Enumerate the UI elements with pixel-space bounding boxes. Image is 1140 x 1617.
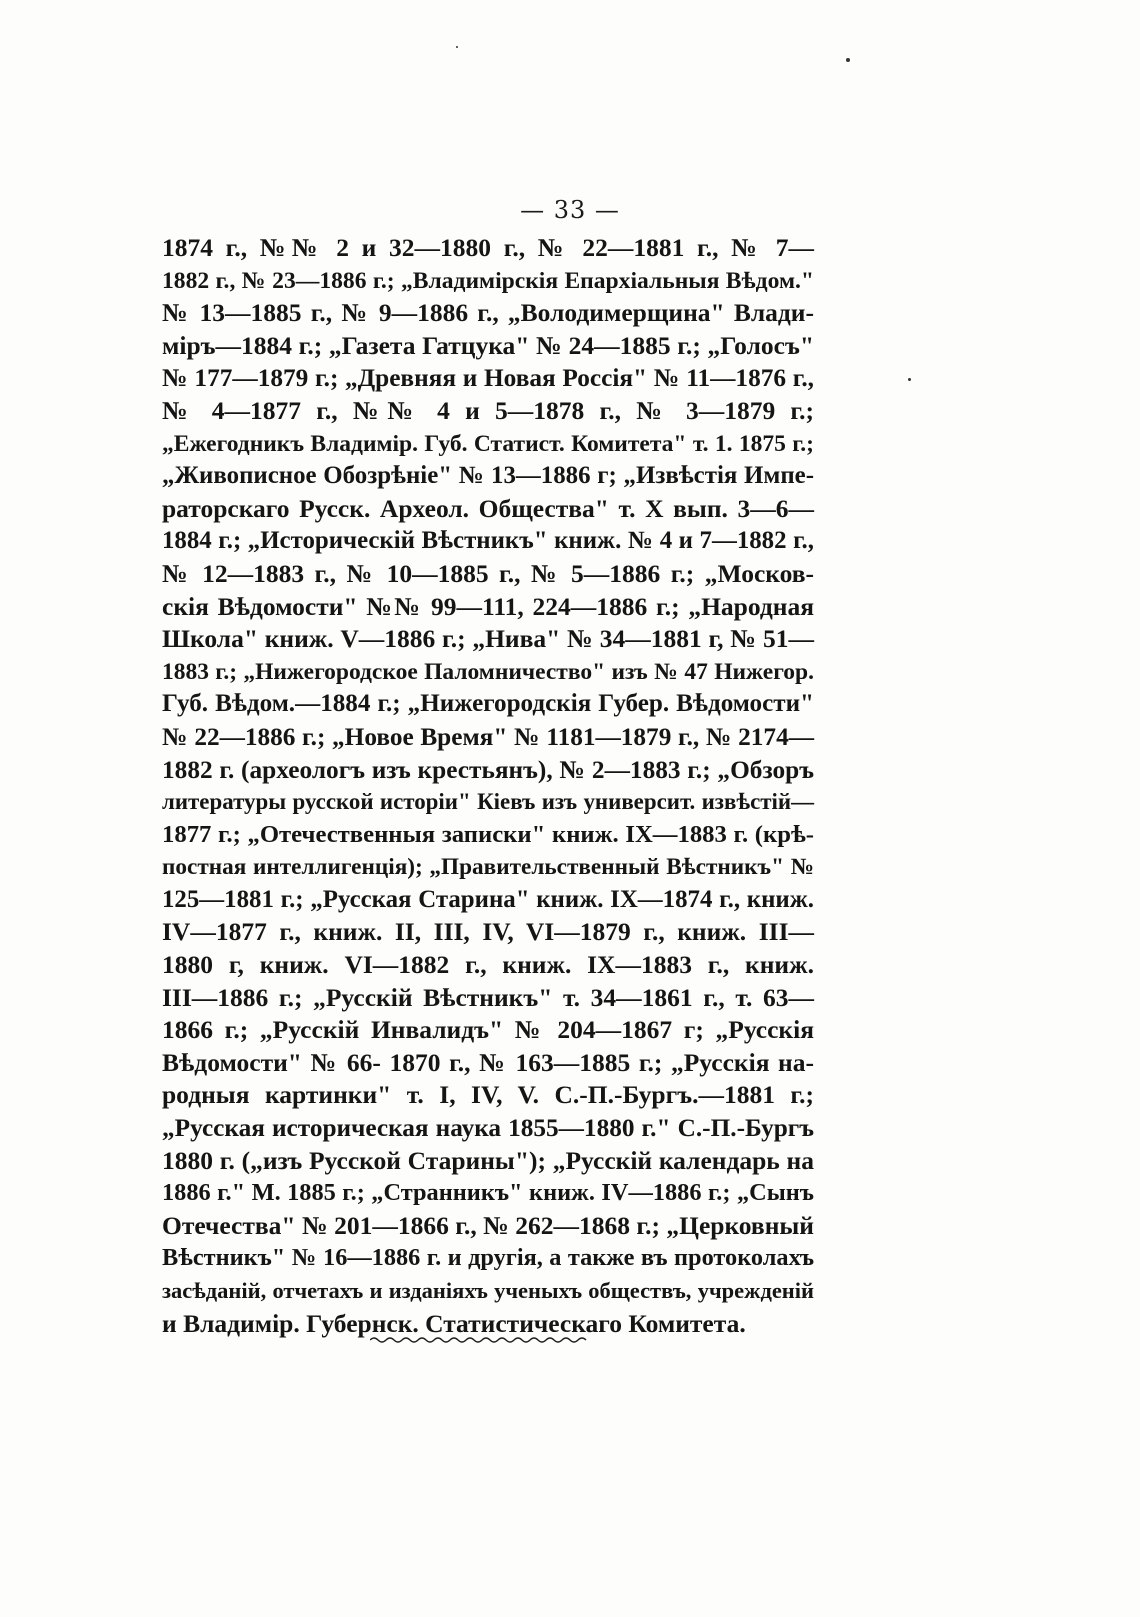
page-number: — 33 — [520, 196, 620, 224]
text-line: засѣданій, отчетахъ и изданіяхъ ученыхъ обществъ, учрежденій [162, 1278, 814, 1303]
text-line: 1883 г.; „Нижегородское Паломничество" изъ № 47 Нижегор. [162, 658, 814, 685]
text-line: родныя картинки" т. I, IV, V. С.-П.-Бургъ.—1881 г.; [162, 1080, 814, 1110]
text-line: № 13—1885 г., № 9—1886 г., „Володимерщина" Влади- [162, 298, 814, 328]
text-line: Вѣстникъ" № 16—1886 г. и другія, а также въ протоколахъ [162, 1244, 814, 1272]
text-line: скія Вѣдомости" №№ 99—111, 224—1886 г.; „Народная [162, 591, 814, 621]
bibliography-paragraph [162, 232, 814, 1340]
text-line: 1884 г.; „Историческій Вѣстникъ" книж. № 4 и 7—1882 г., [162, 527, 814, 555]
text-line: „Живописное Обозрѣніе" № 13—1886 г; „Извѣстія Импе- [162, 462, 814, 490]
text-line: Школа" книж. V—1886 г.; „Нива" № 34—1881 г, № 51— [162, 624, 814, 654]
text-line: 1886 г." М. 1885 г.; „Странникъ" книж. IV—1886 г.; „Сынъ [162, 1179, 814, 1207]
text-line: III—1886 г.; „Русскій Вѣстникъ" т. 34—1861 г., т. 63— [162, 982, 814, 1012]
text-line: міръ—1884 г.; „Газета Гатцука" № 24—1885 г.; „Голосъ" [162, 330, 814, 360]
print-speck [908, 378, 911, 381]
text-line: № 4—1877 г., №№ 4 и 5—1878 г., № 3—1879 г.; [162, 395, 814, 425]
text-line: литературы русской исторіи" Кіевъ изъ университ. извѣстій— [162, 789, 814, 815]
text-line: 1880 г, книж. VI—1882 г., книж. IX—1883 г., книж. [162, 950, 814, 980]
wavy-divider-ornament [370, 1335, 590, 1345]
text-line: 1882 г. (археологъ изъ крестьянъ), № 2—1883 г.; „Обзоръ [162, 755, 814, 784]
text-line: Вѣдомости" № 66- 1870 г., № 163—1885 г.; „Русскія на- [162, 1047, 814, 1077]
text-line: раторскаго Русск. Археол. Общества" т. X вып. 3—6— [162, 493, 814, 523]
text-line: и Владимір. Губернск. Статистическаго Комитета. [162, 1308, 746, 1338]
print-speck [456, 46, 458, 48]
text-line: постная интеллигенція); „Правительственный Вѣстникъ" № [162, 854, 814, 881]
text-line: 1874 г., №№ 2 и 32—1880 г., № 22—1881 г., № 7— [162, 233, 814, 262]
print-speck [846, 58, 850, 62]
text-line: № 177—1879 г.; „Древняя и Новая Россія" № 11—1876 г., [162, 364, 814, 393]
text-line: № 22—1886 г.; „Новое Время" № 1181—1879 г., № 2174— [162, 722, 814, 751]
text-line: 1866 г.; „Русскій Инвалидъ" № 204—1867 г; „Русскія [162, 1015, 814, 1045]
text-line: Губ. Вѣдом.—1884 г.; „Нижегородскія Губер. Вѣдомости" [162, 690, 814, 718]
text-line: 1882 г., № 23—1886 г.; „Владимірскія Епархіальныя Вѣдом." [162, 267, 814, 294]
text-line: IV—1877 г., книж. II, III, IV, VI—1879 г., книж. III— [162, 917, 814, 947]
text-line: „Ежегодникъ Владимір. Губ. Статист. Комитета" т. 1. 1875 г.; [162, 430, 814, 457]
text-line: 125—1881 г.; „Русская Старина" книж. IX—1874 г., книж. [162, 885, 814, 913]
text-line: 1880 г. („изъ Русской Старины"); „Русскій календарь на [162, 1145, 814, 1175]
text-line: Отечества" № 201—1866 г., № 262—1868 г.; „Церковный [162, 1210, 814, 1240]
text-line: „Русская историческая наука 1855—1880 г." С.-П.-Бургъ [162, 1114, 814, 1143]
text-line: № 12—1883 г., № 10—1885 г., № 5—1886 г.; „Москов- [162, 558, 814, 588]
text-line: 1877 г.; „Отечественныя записки" книж. IX—1883 г. (крѣ- [162, 820, 814, 848]
